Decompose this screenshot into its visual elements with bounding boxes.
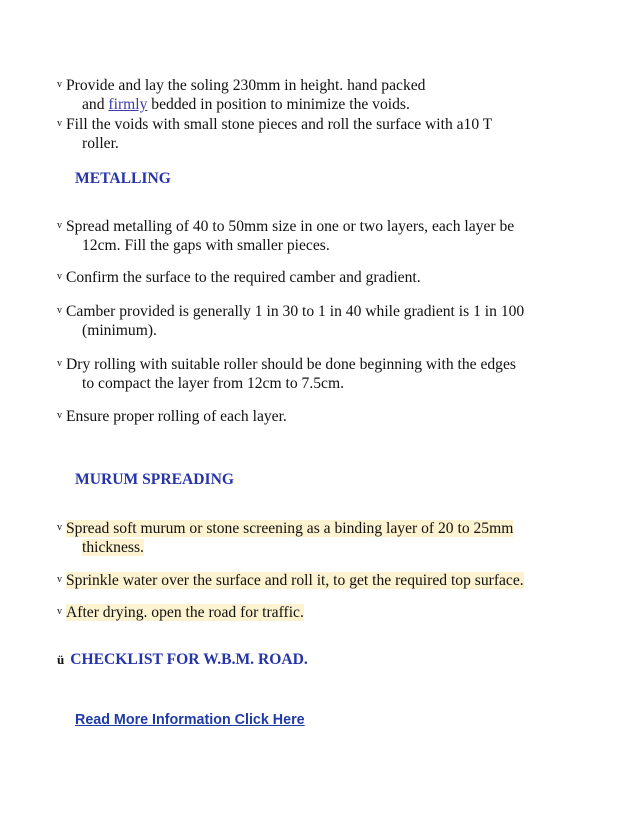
soling-item-2-line-1: Fill the voids with small stone pieces and roll the surface with a10 T [66,116,493,133]
check-icon: ü [57,652,65,667]
firmly-link[interactable]: firmly [108,96,148,113]
bullet-icon: v [57,410,62,421]
metalling-item [57,217,565,255]
metalling-heading: METALLING [75,170,171,187]
murum-item-line-1: Sprinkle water over the surface and roll it, to get the required top surface. [66,572,524,589]
bullet-icon: v [57,305,62,316]
metalling-item-line-1: Camber provided is generally 1 in 30 to 1 in 40 while gradient is 1 in 100 [66,303,525,320]
metalling-item-line-1: Dry rolling with suitable roller should be done beginning with the edges [66,356,516,373]
bullet-icon: v [57,522,62,533]
murum-item [57,519,565,557]
metalling-item-line-2: to compact the layer from 12cm to 7.5cm. [82,375,344,392]
metalling-item [57,355,565,393]
bullet-icon: v [57,79,62,90]
soling-item-2-line-2: roller. [82,135,119,152]
checklist-heading [57,650,308,669]
metalling-item-line-1: Confirm the surface to the required camber and gradient. [66,269,421,286]
murum-item-line-1: After drying. open the road for traffic. [66,604,304,621]
bullet-icon: v [57,220,62,231]
bullet-icon: v [57,574,62,585]
bullet-icon: v [57,271,62,282]
bullet-icon: v [57,358,62,369]
murum-heading: MURUM SPREADING [75,471,234,488]
checklist-label: CHECKLIST FOR W.B.M. ROAD. [70,651,308,668]
metalling-item-line-2: (minimum). [82,322,157,339]
soling-item-1 [57,76,565,114]
soling-item-1-line-2: and firmly bedded in position to minimize the voids. [82,96,410,113]
metalling-item-line-2: 12cm. Fill the gaps with smaller pieces. [82,237,330,254]
metalling-item-line-1: Ensure proper rolling of each layer. [66,408,287,425]
bullet-icon: v [57,606,62,617]
metalling-item [57,268,565,287]
bullet-icon: v [57,118,62,129]
metalling-item [57,407,565,426]
murum-item-line-2: thickness. [82,539,144,556]
metalling-item-line-1: Spread metalling of 40 to 50mm size in one or two layers, each layer be [66,218,515,235]
soling-item-1-line-1: Provide and lay the soling 230mm in height. hand packed [66,77,426,94]
murum-item [57,571,565,590]
soling-item-2 [57,115,565,153]
read-more-link[interactable]: Read More Information Click Here [75,712,305,728]
murum-item [57,603,565,622]
murum-item-line-1: Spread soft murum or stone screening as a binding layer of 20 to 25mm [66,520,514,537]
metalling-item [57,302,565,340]
